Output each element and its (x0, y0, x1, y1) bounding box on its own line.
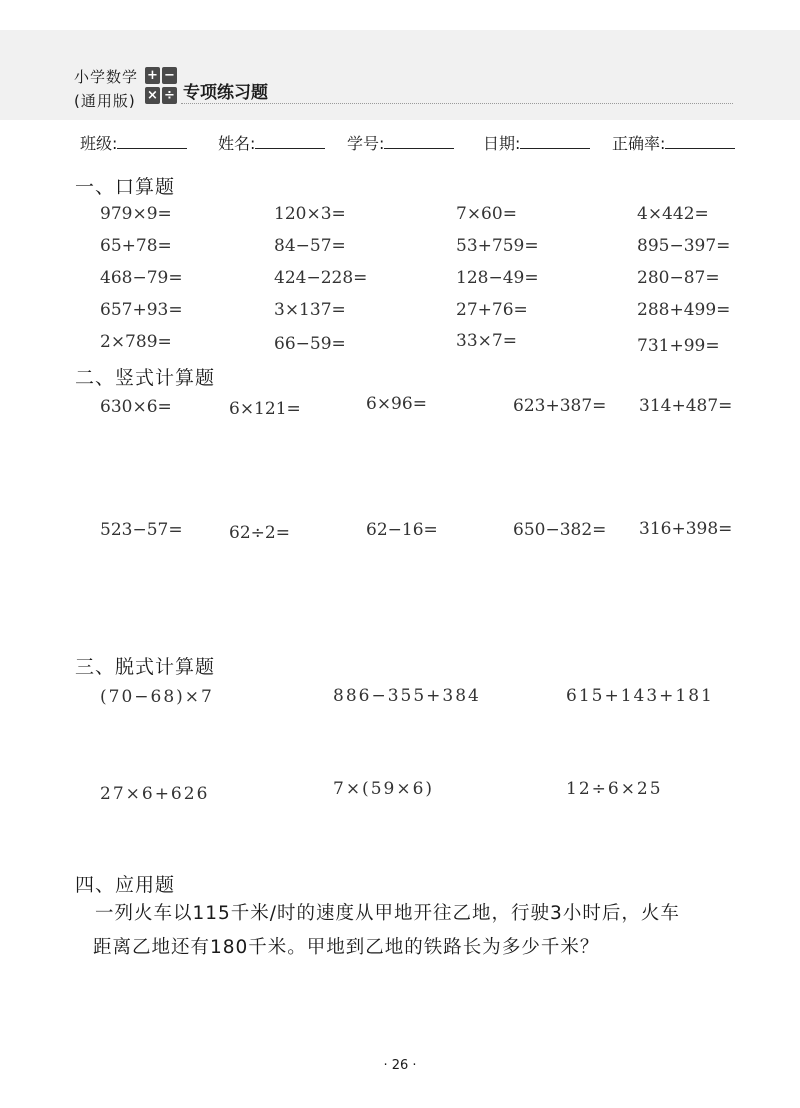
class-field[interactable] (80, 131, 187, 154)
mental-item: 33×7= (456, 331, 517, 351)
series-title: 专项练习题 (183, 83, 268, 103)
mental-item: 7×60= (456, 204, 517, 224)
mental-item: 895−397= (637, 236, 731, 256)
mental-item: 288+499= (637, 300, 731, 320)
mental-item: 3×137= (274, 300, 346, 320)
mental-item: 128−49= (456, 268, 539, 288)
vertical-item: 62−16= (366, 520, 438, 540)
name-label: 姓名: (218, 134, 256, 153)
stepwise-item: 27×6+626 (100, 784, 210, 804)
section-1-title: 一、口算题 (75, 176, 176, 198)
mental-item: 65+78= (100, 236, 172, 256)
vertical-item: 316+398= (639, 519, 733, 539)
word-problem-line-1: 一列火车以115千米/时的速度从甲地开往乙地，行驶3小时后，火车 (95, 903, 680, 924)
student-info-row (0, 131, 800, 155)
mental-item: 66−59= (274, 334, 346, 354)
vertical-item: 650−382= (513, 520, 607, 540)
mental-item: 84−57= (274, 236, 346, 256)
brand-edition: (通用版) (74, 92, 136, 110)
word-problem-line-2: 距离乙地还有180千米。甲地到乙地的铁路长为多少千米？ (93, 937, 600, 958)
section-3-title: 三、脱式计算题 (75, 656, 216, 678)
mental-item: 468−79= (100, 268, 183, 288)
name-field[interactable] (218, 131, 325, 154)
mental-item: 2×789= (100, 332, 172, 352)
mental-item: 280−87= (637, 268, 720, 288)
mental-item: 657+93= (100, 300, 183, 320)
class-label: 班级: (80, 134, 118, 153)
name-blank[interactable] (255, 132, 325, 149)
date-blank[interactable] (520, 132, 590, 149)
page-number: · 26 · (383, 1058, 417, 1073)
class-blank[interactable] (117, 132, 187, 149)
minus-icon: − (162, 67, 177, 84)
student-no-label: 学号: (347, 134, 385, 153)
vertical-item: 523−57= (100, 520, 183, 540)
vertical-item: 62÷2= (229, 523, 290, 543)
vertical-item: 314+487= (639, 396, 733, 416)
stepwise-item: 615+143+181 (566, 686, 714, 706)
mental-item: 424−228= (274, 268, 368, 288)
mental-item: 53+759= (456, 236, 539, 256)
stepwise-item: 7×(59×6) (333, 779, 435, 799)
accuracy-field[interactable] (612, 131, 735, 154)
section-4-title: 四、应用题 (75, 874, 176, 896)
accuracy-label: 正确率: (612, 134, 666, 153)
vertical-item: 6×121= (229, 399, 301, 419)
accuracy-blank[interactable] (665, 132, 735, 149)
header-divider (181, 103, 733, 104)
vertical-item: 630×6= (100, 397, 172, 417)
stepwise-item: (70−68)×7 (100, 687, 214, 707)
stepwise-item: 12÷6×25 (566, 779, 663, 799)
brand-title: 小学数学 (74, 68, 139, 86)
date-label: 日期: (483, 134, 521, 153)
operator-icons (145, 67, 179, 107)
student-no-field[interactable] (347, 131, 454, 154)
student-no-blank[interactable] (384, 132, 454, 149)
section-2-title: 二、竖式计算题 (75, 367, 216, 389)
plus-icon: + (145, 67, 160, 84)
mental-item: 120×3= (274, 204, 346, 224)
stepwise-item: 886−355+384 (333, 686, 481, 706)
mental-item: 4×442= (637, 204, 709, 224)
mental-item: 731+99= (637, 336, 720, 356)
date-field[interactable] (483, 131, 590, 154)
divide-icon: ÷ (162, 87, 177, 104)
mental-item: 27+76= (456, 300, 528, 320)
vertical-item: 623+387= (513, 396, 607, 416)
mental-item: 979×9= (100, 204, 172, 224)
vertical-item: 6×96= (366, 394, 427, 414)
multiply-icon: × (145, 87, 160, 104)
